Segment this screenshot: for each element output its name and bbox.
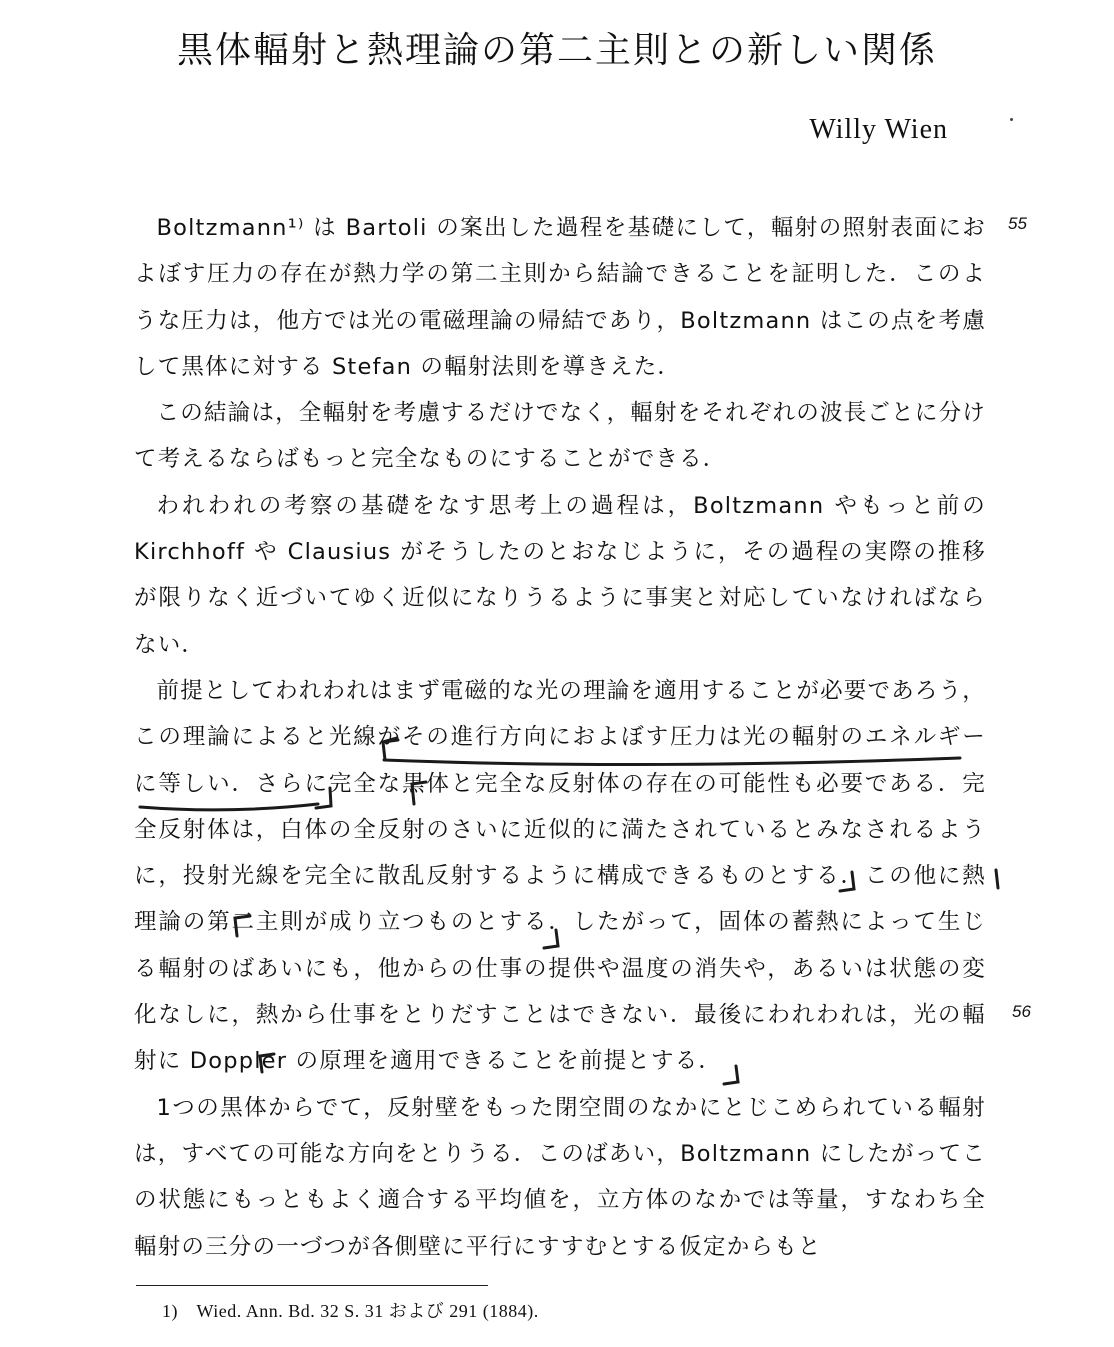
footnote: 1) Wied. Ann. Bd. 32 S. 31 および 291 (1884). [162, 1301, 539, 1321]
body-text [134, 205, 986, 1270]
close-bracket-mark-3 [996, 870, 998, 888]
paragraph-1: Boltzmann¹⁾ は Bartoli の案出した過程を基礎にして，輻射の照射表面におよぼす圧力の存在が熱力学の第二主則から結論できることを証明した．このような圧力は，他方では光の電磁理論の帰結であり，Boltzmann はこの点を考慮して黒体に対する Stefan の輻射法則を導きえた． [134, 215, 986, 380]
stray-dot-mark [1010, 118, 1013, 121]
author-name: Willy Wien [809, 114, 948, 145]
page-title: 黒体輻射と熱理論の第二主則との新しい関係 [176, 30, 937, 71]
margin-page-number-55: 55 [1008, 214, 1027, 233]
paragraph-3: われわれの考察の基礎をなす思考上の過程は，Boltzmann やもっと前の Kirchhoff や Clausius がそうしたのとおなじように，その過程の実際の推移が限りなく近づいてゆく近似になりうるように事実と対応していなければならない． [134, 492, 986, 658]
paragraph-2: この結論は，全輻射を考慮するだけでなく，輻射をそれぞれの波長ごとに分けて考えるならばもっと完全なものにすることができる． [134, 400, 986, 473]
footnote-rule [136, 1285, 488, 1286]
paragraph-4: 前提としてわれわれはまず電磁的な光の理論を適用することが必要であろう，この理論によると光線がその進行方向におよぼす圧力は光の輻射のエネルギーに等しい．さらに完全な黒体と完全な反射体の存在の可能性も必要である．完全反射体は，白体の全反射のさいに近似的に満たされているとみなされるように，投射光線を完全に散乱反射するように構成できるものとする．この他に熱理論の第二主則が成り立つものとする．したがって，固体の蓄熱によって生じる輻射のばあいにも，他からの仕事の提供や温度の消失や，あるいは状態の変化なしに，熱から仕事をとりだすことはできない．最後にわれわれは，光の輻射に Doppler の原理を適用できることを前提とする． [134, 677, 987, 1075]
paragraph-5: 1つの黒体からでて，反射壁をもった閉空間のなかにとじこめられている輻射は，すべての可能な方向をとりうる．このばあい，Boltzmann にしたがってこの状態にもっともよく適合する平均値を，立方体のなかでは等量，すなわち全輻射の三分の一づつが各側壁に平行にすすむとする仮定からもと [134, 1094, 986, 1260]
margin-page-number-56: 56 [1012, 1002, 1031, 1021]
